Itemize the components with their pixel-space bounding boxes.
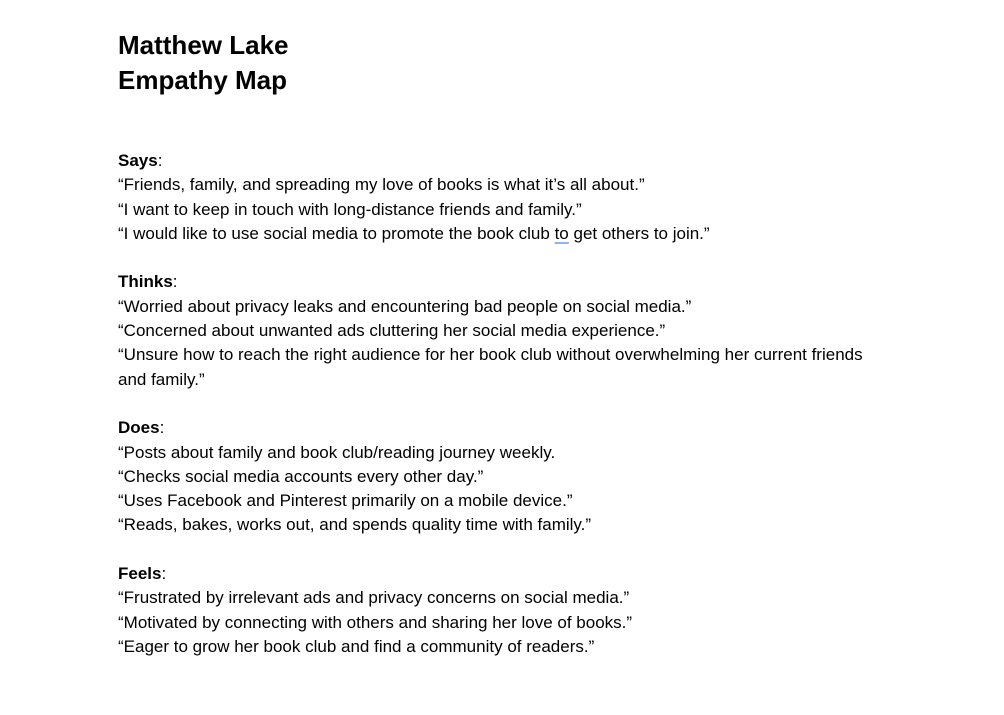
heading-colon: : [159,418,165,438]
says-line [118,222,878,246]
heading-colon: : [172,272,178,292]
heading-label-thinks: Thinks [118,272,173,292]
does-line: “Uses Facebook and Pinterest primarily on a mobile device.” [118,491,573,511]
title-subtitle: Empathy Map [118,65,288,95]
thinks-line: “Concerned about unwanted ads cluttering her social media experience.” [118,321,666,341]
heading-colon: : [157,151,163,170]
does-line: “Checks social media accounts every other day.” [118,466,484,486]
title-name: Matthew Lake [118,30,289,60]
section-says [118,149,878,246]
document-title [118,28,878,98]
section-heading-says [118,149,878,173]
section-feels [118,562,878,659]
section-heading-does [118,416,878,440]
thinks-line: “Unsure how to reach the right audience for her book club without overwhelming her current friends and family.” [118,345,863,389]
section-thinks [118,270,878,391]
feels-line: “Motivated by connecting with others and sharing her love of books.” [118,612,633,632]
heading-label-feels: Feels [118,564,162,584]
spelling-suggestion-underline[interactable]: to [554,223,569,243]
heading-label-says: Says [118,151,158,170]
heading-label-does: Does [118,418,160,438]
says-line-part: “I would like to use social media to promote the book club [118,223,555,243]
says-line-part: get others to join.” [568,223,710,243]
says-line: “Friends, family, and spreading my love of books is what it’s all about.” [118,175,645,195]
section-heading-thinks [118,270,878,294]
heading-colon: : [161,564,167,584]
thinks-line: “Worried about privacy leaks and encountering bad people on social media.” [118,296,692,316]
document-page[interactable] [118,28,878,659]
feels-line: “Frustrated by irrelevant ads and privacy concerns on social media.” [118,588,630,608]
does-line: “Posts about family and book club/reading journey weekly. [118,442,556,462]
section-does [118,416,878,537]
section-heading-feels [118,562,878,586]
says-line: “I want to keep in touch with long-distance friends and family.” [118,199,582,219]
does-line: “Reads, bakes, works out, and spends quality time with family.” [118,515,592,535]
feels-line: “Eager to grow her book club and find a community of readers.” [118,636,595,656]
